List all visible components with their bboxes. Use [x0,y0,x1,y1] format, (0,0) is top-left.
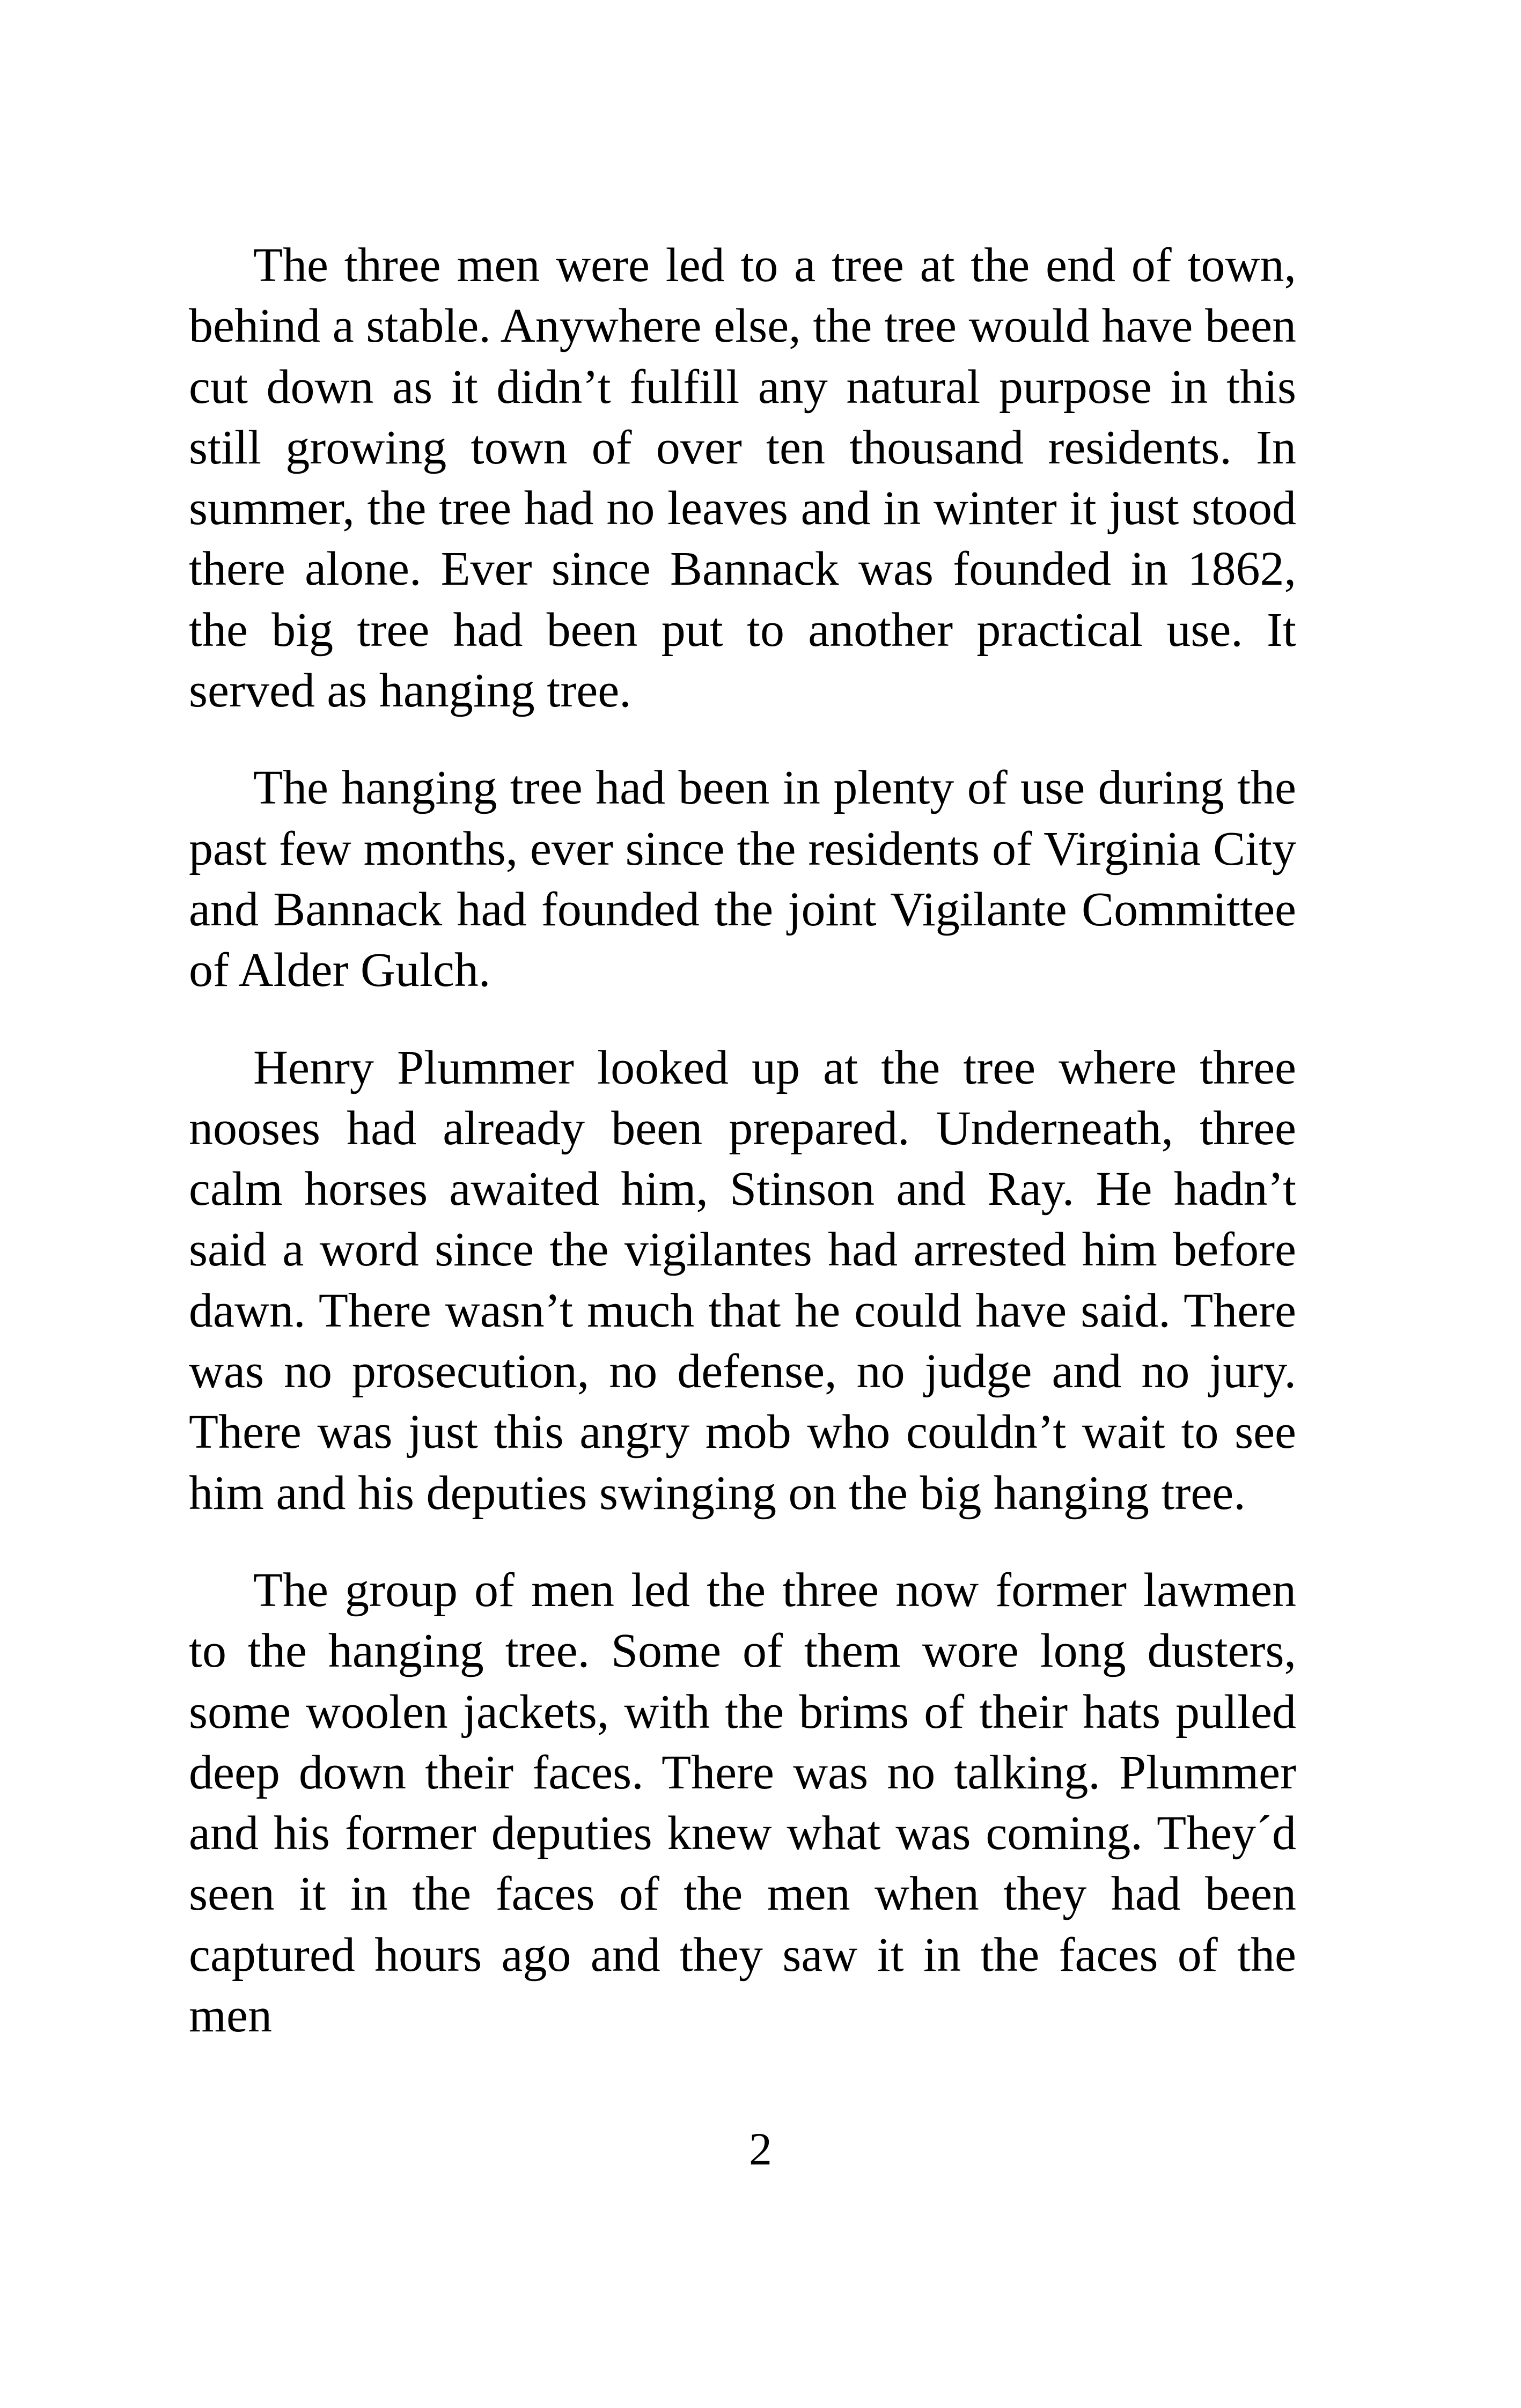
body-text [189,235,1296,2082]
paragraph-3: Henry Plummer looked up at the tree where three nooses had already been prepared. Underneath, three calm horses awaited him, Stinson and Ray. He hadn’t said a word since the vigilantes had arrested him before dawn. There wasn’t much that he could have said. There was no prosecution, no defense, no judge and no jury. There was just this angry mob who couldn’t wait to see him and his deputies swinging on the big hanging tree. [189,1041,1296,1520]
paragraph-2: The hanging tree had been in plenty of use during the past few months, ever since the residents of Virginia City and Bannack had founded the joint Vigilante Committee of Alder Gulch. [189,761,1296,997]
paragraph-4: The group of men led the three now former lawmen to the hanging tree. Some of them wore long dusters, some woolen jackets, with the brims of their hats pulled deep down their faces. There was no talking. Plummer and his former deputies knew what was coming. They´d seen it in the faces of the men when they had been captured hours ago and they saw it in the faces of the men [189,1563,1296,2043]
paragraph-1: The three men were led to a tree at the end of town, behind a stable. Anywhere else, the tree would have been cut down as it didn’t fulfill any natural purpose in this still growing town of over ten thousand residents. In summer, the tree had no leaves and in winter it just stood there alone. Ever since Bannack was founded in 1862, the big tree had been put to another practical use. It served as hanging tree. [189,239,1296,718]
page-number: 2 [749,2123,772,2175]
